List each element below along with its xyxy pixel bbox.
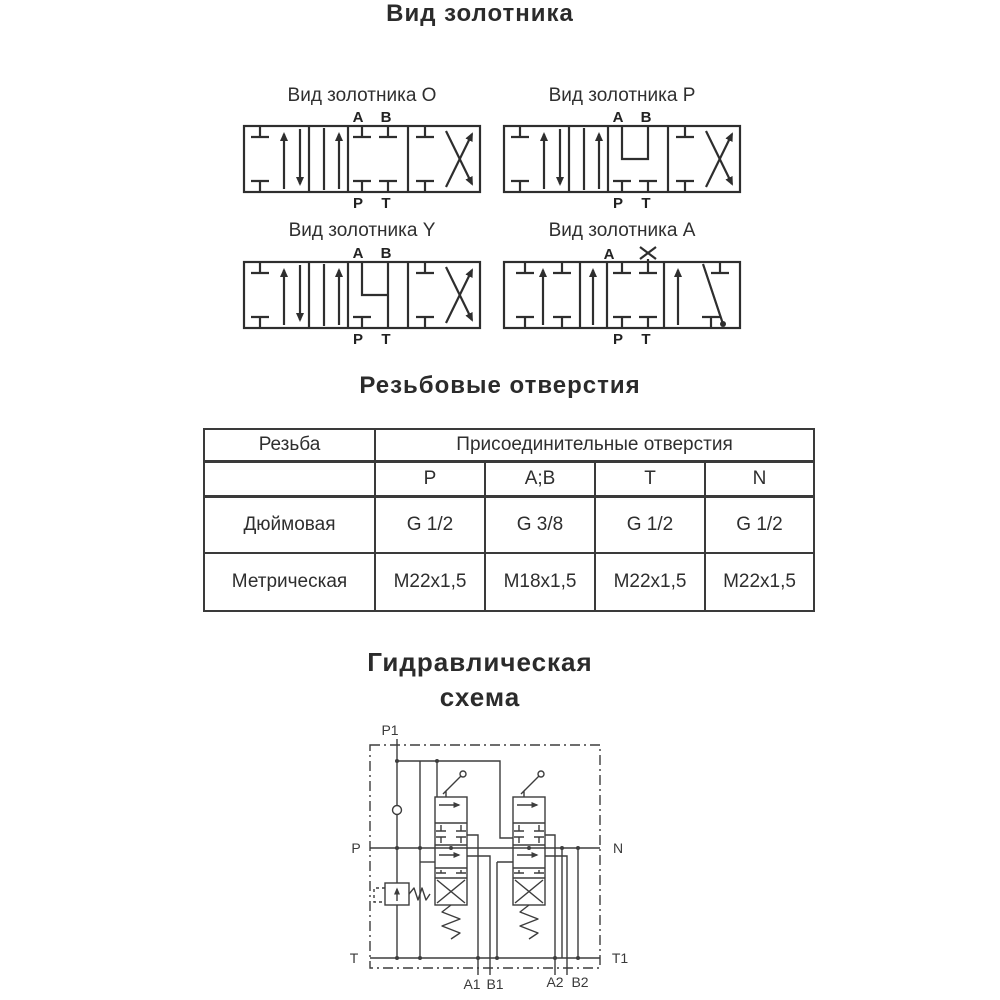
right-position-symbols bbox=[416, 126, 472, 192]
plugged-port-icon bbox=[640, 247, 656, 262]
table-row bbox=[204, 496, 814, 553]
center-position-symbols bbox=[353, 126, 397, 192]
spool-y-label: Вид золотника Y bbox=[288, 220, 436, 241]
port-label-t: T bbox=[641, 331, 651, 348]
port-label-p: P bbox=[352, 195, 364, 212]
table-header-port-t: T bbox=[595, 461, 705, 496]
right-position-symbols bbox=[678, 262, 729, 328]
port-label-p: P bbox=[612, 331, 624, 348]
table-header-port-ab: A;B bbox=[485, 461, 595, 496]
schema-label-p: P bbox=[351, 840, 361, 856]
cell-inch-p: G 1/2 bbox=[375, 496, 485, 553]
center-position-symbols bbox=[353, 262, 388, 328]
right-position-symbols bbox=[416, 262, 472, 328]
hydraulic-schema-diagram bbox=[340, 715, 680, 1000]
lever-icon bbox=[443, 776, 461, 797]
pilot-line bbox=[374, 888, 385, 902]
left-position-symbols bbox=[251, 126, 339, 192]
port-label-p: P bbox=[612, 195, 624, 212]
schema-label-p1: P1 bbox=[381, 722, 399, 738]
schema-title-line2: схема bbox=[439, 682, 521, 712]
schema-label-b1: B1 bbox=[486, 976, 504, 992]
port-label-b: B bbox=[380, 246, 392, 262]
spool-o-diagram bbox=[242, 110, 482, 212]
row-name-inch: Дюймовая bbox=[204, 496, 375, 553]
right-position-symbols bbox=[676, 126, 732, 192]
port-label-a: A bbox=[352, 246, 364, 262]
row-name-metric: Метрическая bbox=[204, 553, 375, 611]
cell-metric-ab: M18x1,5 bbox=[485, 553, 595, 611]
page-title: Вид золотника bbox=[386, 0, 574, 27]
schema-label-t: T bbox=[349, 950, 359, 966]
relief-valve bbox=[374, 883, 430, 905]
cell-inch-t: G 1/2 bbox=[595, 496, 705, 553]
center-position-symbols bbox=[613, 126, 657, 192]
port-label-t: T bbox=[641, 195, 651, 212]
table-row bbox=[204, 553, 814, 611]
schema-label-a1: A1 bbox=[463, 976, 481, 992]
spool-p-label: Вид золотника P bbox=[548, 85, 696, 106]
spool-o-label: Вид золотника О bbox=[287, 85, 437, 106]
port-label-p: P bbox=[352, 331, 364, 348]
control-valve-1 bbox=[435, 771, 467, 939]
port-label-b: B bbox=[640, 110, 652, 126]
spool-a-label: Вид золотника A bbox=[548, 220, 696, 241]
port-label-a: A bbox=[603, 246, 615, 263]
lever-knob bbox=[460, 771, 466, 777]
cell-inch-ab: G 3/8 bbox=[485, 496, 595, 553]
cell-inch-n: G 1/2 bbox=[705, 496, 814, 553]
cell-metric-t: M22x1,5 bbox=[595, 553, 705, 611]
left-position-symbols bbox=[511, 126, 599, 192]
table-header-connection-holes: Присоединительные отверстия bbox=[375, 429, 814, 461]
spool-a-diagram bbox=[502, 246, 742, 348]
port-label-t: T bbox=[381, 331, 391, 348]
schema-label-n: N bbox=[612, 840, 624, 856]
table-header-empty bbox=[204, 461, 375, 496]
schema-label-b2: B2 bbox=[571, 974, 589, 990]
spool-p-diagram bbox=[502, 110, 742, 212]
cell-metric-n: M22x1,5 bbox=[705, 553, 814, 611]
thread-table bbox=[203, 428, 815, 612]
orifice-icon bbox=[393, 806, 402, 815]
table-header-port-p: P bbox=[375, 461, 485, 496]
control-valve-2 bbox=[513, 771, 545, 939]
port-label-a: A bbox=[612, 110, 624, 126]
junction-dots bbox=[395, 759, 580, 960]
table-header-thread: Резьба bbox=[204, 429, 375, 461]
table-header-port-n: N bbox=[705, 461, 814, 496]
spool-y-diagram bbox=[242, 246, 482, 348]
schema-label-t1: T1 bbox=[611, 950, 629, 966]
port-label-t: T bbox=[381, 195, 391, 212]
schema-label-a2: A2 bbox=[546, 974, 564, 990]
spring-icon bbox=[442, 905, 460, 939]
port-label-b: B bbox=[380, 110, 392, 126]
schema-title-line1: Гидравлическая bbox=[367, 647, 593, 677]
port-label-a: A bbox=[352, 110, 364, 126]
schema-section-title bbox=[0, 645, 960, 715]
center-position-symbols bbox=[613, 262, 657, 328]
thread-section-title: Резьбовые отверстия bbox=[359, 372, 641, 399]
left-position-symbols bbox=[516, 262, 593, 328]
cell-metric-p: M22x1,5 bbox=[375, 553, 485, 611]
left-position-symbols bbox=[251, 262, 339, 328]
